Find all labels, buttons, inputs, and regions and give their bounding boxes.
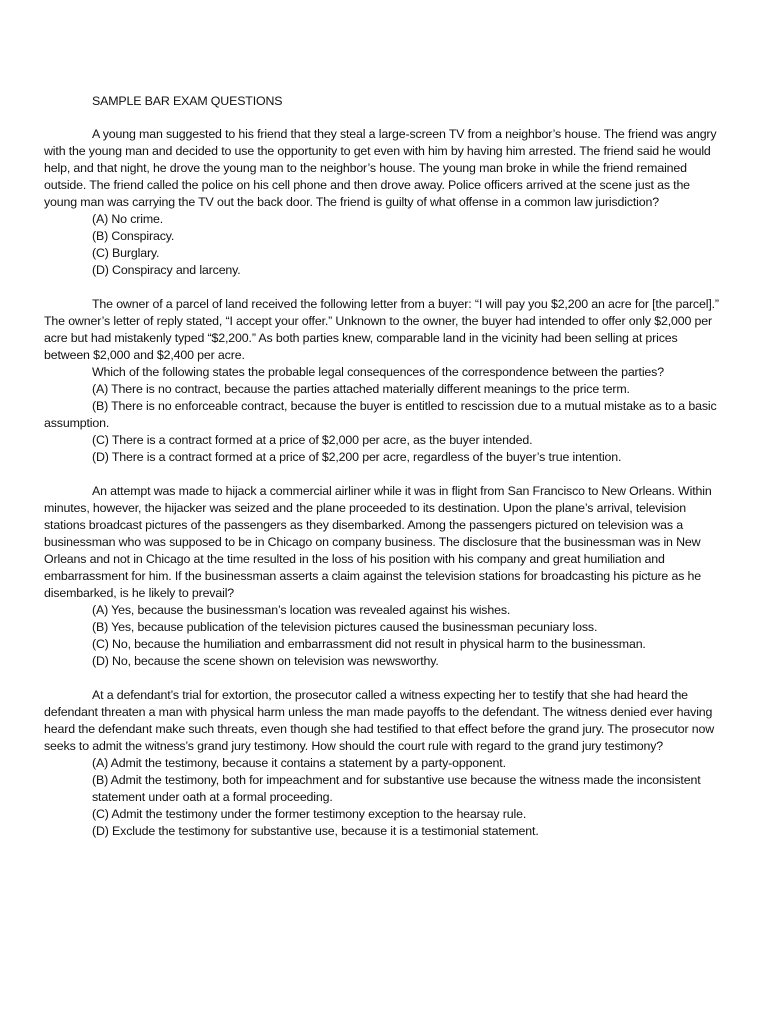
answer-choice-a: (A) There is no contract, because the parties attached materially different meanings to the price term. (92, 382, 630, 396)
question-stem: An attempt was made to hijack a commercial airliner while it was in flight from San Francisco to New Orleans. Within minutes, however, the hijacker was seized and the plane proceeded to its destination. Upon the plane’s arrival, television stations broadcast pictures of the passengers as they disembarked. Among the passengers pictured on television was a businessman who was supposed to be in Chicago on company business. The disclosure that the businessman was in New Orleans and not in Chicago at the time resulted in the loss of his position with his company and great humiliation and embarrassment for him. If the businessman asserts a claim against the television stations for broadcasting his picture as he disembarked, is he likely to prevail? (44, 484, 712, 600)
answer-choices (44, 602, 724, 670)
answer-choice-b: (B) Admit the testimony, both for impeachment and for substantive use because the witness made the inconsistent statement under oath at a formal proceeding. (92, 773, 701, 804)
document-title: SAMPLE BAR EXAM QUESTIONS (92, 94, 283, 108)
answer-choice-b: (B) Yes, because publication of the television pictures caused the businessman pecuniary loss. (92, 620, 598, 634)
answer-choice-d: (D) No, because the scene shown on television was newsworthy. (92, 654, 439, 668)
document-body (44, 93, 724, 857)
answer-choices (44, 381, 724, 466)
answer-choice-c: (C) Burglary. (92, 246, 160, 260)
answer-choice-d: (D) Conspiracy and larceny. (92, 263, 241, 277)
question-4 (44, 687, 724, 840)
answer-choice-b: (B) There is no enforceable contract, because the buyer is entitled to rescission due to a mutual mistake as to a basic assumption. (44, 399, 717, 430)
question-stem: At a defendant’s trial for extortion, the prosecutor called a witness expecting her to testify that she had heard the defendant threaten a man with physical harm unless the man made payoffs to the defendant. The witness denied ever having heard the defendant make such threats, even though she had testified to that effect before the grand jury. The prosecutor now seeks to admit the witness’s grand jury testimony. How should the court rule with regard to the grand jury testimony? (44, 688, 715, 753)
question-1 (44, 126, 724, 279)
answer-choice-d: (D) Exclude the testimony for substantive use, because it is a testimonial statement. (92, 824, 539, 838)
answer-choice-a: (A) Yes, because the businessman’s location was revealed against his wishes. (92, 603, 511, 617)
question-stem: A young man suggested to his friend that they steal a large-screen TV from a neighbor’s house. The friend was angry with the young man and decided to use the opportunity to get even with him by having him arrested. The friend said he would help, and that night, he drove the young man to the neighbor’s house. The young man broke in while the friend remained outside. The friend called the police on his cell phone and then drove away. Police officers arrived at the scene just as the young man was carrying the TV out the back door. The friend is guilty of what offense in a common law jurisdiction? (44, 127, 717, 209)
answer-choice-c: (C) Admit the testimony under the former testimony exception to the hearsay rule. (92, 807, 527, 821)
answer-choice-a: (A) Admit the testimony, because it contains a statement by a party-opponent. (92, 756, 506, 770)
question-stem: The owner of a parcel of land received the following letter from a buyer: “I will pay you $2,200 an acre for [the parcel].” The owner’s letter of reply stated, “I accept your offer.” Unknown to the owner, the buyer had intended to offer only $2,000 per acre but had mistakenly typed “$2,200.” As both parties knew, comparable land in the vicinity had been selling at prices between $2,000 and $2,400 per acre. (44, 297, 719, 362)
question-3 (44, 483, 724, 670)
answer-choice-a: (A) No crime. (92, 212, 164, 226)
answer-choices (44, 211, 724, 279)
answer-choice-c: (C) There is a contract formed at a price of $2,000 per acre, as the buyer intended. (92, 433, 533, 447)
answer-choice-b: (B) Conspiracy. (92, 229, 175, 243)
question-prompt: Which of the following states the probable legal consequences of the correspondence between the parties? (92, 365, 664, 379)
question-2 (44, 296, 724, 466)
answer-choice-d: (D) There is a contract formed at a price of $2,200 per acre, regardless of the buyer’s true intention. (92, 450, 622, 464)
answer-choices (44, 755, 724, 840)
answer-choice-c: (C) No, because the humiliation and embarrassment did not result in physical harm to the businessman. (92, 637, 646, 651)
